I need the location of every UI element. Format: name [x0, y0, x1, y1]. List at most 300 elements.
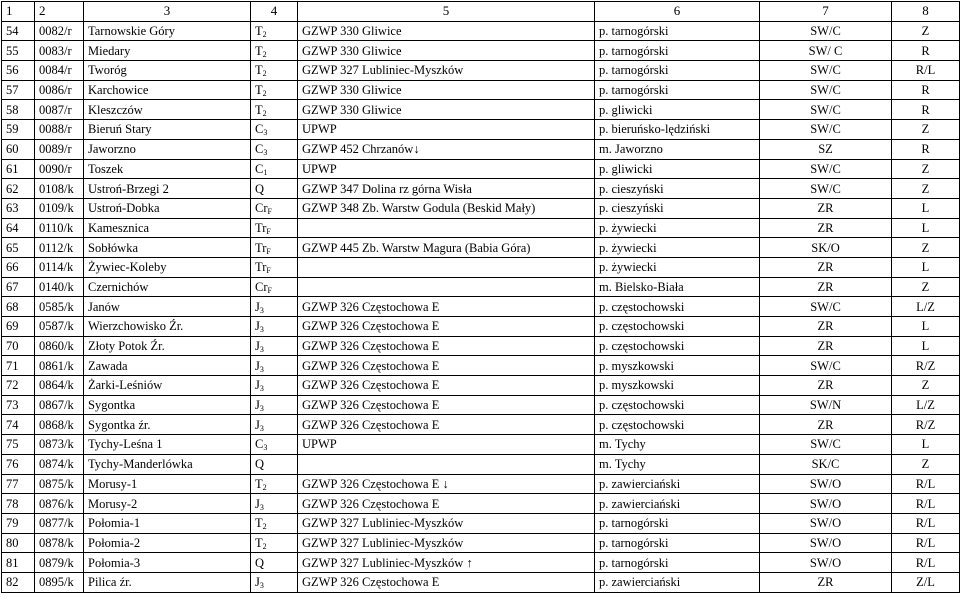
stratigraphy-symbol: Tr: [255, 220, 267, 235]
stratigraphy-cell: [251, 277, 298, 297]
row-number-cell: 56: [2, 61, 35, 81]
class-cell: R/Z: [892, 356, 960, 376]
intake-name-cell: Sygontka źr.: [84, 415, 251, 435]
stratigraphy-cell: [251, 513, 298, 533]
stratigraphy-cell: [251, 435, 298, 455]
intake-number-cell: 0873/k: [35, 435, 84, 455]
county-cell: p. częstochowski: [595, 297, 760, 317]
stratigraphy-symbol: T: [255, 24, 263, 39]
stratigraphy-cell: [251, 41, 298, 61]
intake-number-cell: 0585/k: [35, 297, 84, 317]
table-row: [2, 120, 960, 140]
registry-table: [1, 1, 960, 593]
table-row: [2, 139, 960, 159]
intake-number-cell: 0864/k: [35, 376, 84, 396]
table-row: [2, 376, 960, 396]
intake-name-cell: Żywiec-Koleby: [84, 257, 251, 277]
category-cell: SW/C: [760, 100, 892, 120]
intake-name-cell: Karchowice: [84, 80, 251, 100]
intake-name-cell: Kamesznica: [84, 218, 251, 238]
category-cell: SW/C: [760, 80, 892, 100]
category-cell: SW/O: [760, 513, 892, 533]
table-row: [2, 494, 960, 514]
stratigraphy-symbol: Cr: [255, 279, 268, 294]
intake-number-cell: 0140/k: [35, 277, 84, 297]
intake-name-cell: Janów: [84, 297, 251, 317]
stratigraphy-cell: [251, 533, 298, 553]
stratigraphy-cell: [251, 238, 298, 258]
table-row: [2, 238, 960, 258]
table-row: [2, 61, 960, 81]
stratigraphy-symbol: C: [255, 161, 264, 176]
stratigraphy-cell: [251, 356, 298, 376]
intake-number-cell: 0090/r: [35, 159, 84, 179]
table-row: [2, 100, 960, 120]
aquifer-cell: [298, 257, 595, 277]
category-cell: SW/C: [760, 435, 892, 455]
stratigraphy-symbol: C: [255, 142, 264, 157]
category-cell: ZR: [760, 218, 892, 238]
stratigraphy-symbol: C: [255, 437, 264, 452]
stratigraphy-subscript: 3: [263, 443, 268, 453]
table-row: [2, 454, 960, 474]
stratigraphy-subscript: 3: [259, 581, 264, 591]
intake-name-cell: Złoty Potok Źr.: [84, 336, 251, 356]
intake-number-cell: 0083/r: [35, 41, 84, 61]
aquifer-cell: GZWP 326 Częstochowa E: [298, 415, 595, 435]
intake-name-cell: Tarnowskie Góry: [84, 21, 251, 41]
aquifer-cell: GZWP 326 Częstochowa E: [298, 356, 595, 376]
class-cell: R/L: [892, 61, 960, 81]
aquifer-cell: [298, 454, 595, 474]
aquifer-cell: GZWP 326 Częstochowa E: [298, 572, 595, 592]
intake-name-cell: Zawada: [84, 356, 251, 376]
county-cell: p. częstochowski: [595, 317, 760, 337]
stratigraphy-subscript: 2: [262, 541, 267, 551]
intake-number-cell: 0108/k: [35, 179, 84, 199]
aquifer-cell: GZWP 445 Zb. Warstw Magura (Babia Góra): [298, 238, 595, 258]
table-row: [2, 553, 960, 573]
category-cell: ZR: [760, 317, 892, 337]
stratigraphy-subscript: F: [267, 285, 272, 295]
category-cell: ZR: [760, 572, 892, 592]
header-cell-3: 3: [84, 2, 251, 22]
category-cell: SW/C: [760, 120, 892, 140]
intake-number-cell: 0878/k: [35, 533, 84, 553]
category-cell: SW/ C: [760, 41, 892, 61]
intake-name-cell: Miedary: [84, 41, 251, 61]
intake-number-cell: 0876/k: [35, 494, 84, 514]
class-cell: Z: [892, 21, 960, 41]
stratigraphy-cell: [251, 80, 298, 100]
county-cell: p. tarnogórski: [595, 80, 760, 100]
intake-name-cell: Połomia-3: [84, 553, 251, 573]
row-number-cell: 58: [2, 100, 35, 120]
county-cell: p. zawierciański: [595, 474, 760, 494]
intake-name-cell: Kleszczów: [84, 100, 251, 120]
stratigraphy-cell: [251, 139, 298, 159]
stratigraphy-subscript: 2: [262, 89, 267, 99]
row-number-cell: 74: [2, 415, 35, 435]
stratigraphy-subscript: 3: [259, 364, 264, 374]
aquifer-cell: GZWP 330 Gliwice: [298, 21, 595, 41]
row-number-cell: 54: [2, 21, 35, 41]
table-row: [2, 435, 960, 455]
category-cell: SK/O: [760, 238, 892, 258]
county-cell: p. gliwicki: [595, 159, 760, 179]
county-cell: p. zawierciański: [595, 494, 760, 514]
intake-name-cell: Sygontka: [84, 395, 251, 415]
table-body: [2, 2, 960, 593]
county-cell: p. żywiecki: [595, 218, 760, 238]
stratigraphy-cell: [251, 454, 298, 474]
row-number-cell: 66: [2, 257, 35, 277]
class-cell: R/Z: [892, 415, 960, 435]
aquifer-cell: GZWP 327 Lubliniec-Myszków: [298, 513, 595, 533]
row-number-cell: 82: [2, 572, 35, 592]
class-cell: L: [892, 317, 960, 337]
aquifer-cell: GZWP 330 Gliwice: [298, 41, 595, 61]
class-cell: L/Z: [892, 395, 960, 415]
intake-name-cell: Ustroń-Dobka: [84, 198, 251, 218]
aquifer-cell: UPWP: [298, 159, 595, 179]
county-cell: m. Tychy: [595, 454, 760, 474]
intake-name-cell: Połomia-2: [84, 533, 251, 553]
intake-name-cell: Pilica źr.: [84, 572, 251, 592]
class-cell: L: [892, 218, 960, 238]
county-cell: p. częstochowski: [595, 395, 760, 415]
header-cell-6: 6: [595, 2, 760, 22]
stratigraphy-symbol: Q: [255, 457, 265, 472]
intake-number-cell: 0874/k: [35, 454, 84, 474]
stratigraphy-symbol: J: [255, 299, 260, 314]
stratigraphy-symbol: Cr: [255, 201, 268, 216]
county-cell: p. tarnogórski: [595, 61, 760, 81]
row-number-cell: 61: [2, 159, 35, 179]
header-cell-2: 2: [35, 2, 84, 22]
row-number-cell: 72: [2, 376, 35, 396]
class-cell: R/L: [892, 513, 960, 533]
table-row: [2, 533, 960, 553]
category-cell: SZ: [760, 139, 892, 159]
stratigraphy-symbol: J: [255, 358, 260, 373]
intake-number-cell: 0861/k: [35, 356, 84, 376]
stratigraphy-cell: [251, 494, 298, 514]
class-cell: R/L: [892, 553, 960, 573]
aquifer-cell: GZWP 452 Chrzanów↓: [298, 139, 595, 159]
county-cell: p. myszkowski: [595, 376, 760, 396]
row-number-cell: 64: [2, 218, 35, 238]
stratigraphy-symbol: Tr: [255, 260, 267, 275]
aquifer-cell: GZWP 326 Częstochowa E: [298, 376, 595, 396]
stratigraphy-subscript: 3: [259, 404, 264, 414]
county-cell: p. gliwicki: [595, 100, 760, 120]
category-cell: SW/C: [760, 61, 892, 81]
aquifer-cell: GZWP 326 Częstochowa E: [298, 395, 595, 415]
category-cell: SW/O: [760, 474, 892, 494]
intake-name-cell: Tychy-Leśna 1: [84, 435, 251, 455]
intake-name-cell: Morusy-1: [84, 474, 251, 494]
intake-number-cell: 0089/r: [35, 139, 84, 159]
stratigraphy-symbol: T: [255, 516, 263, 531]
row-number-cell: 71: [2, 356, 35, 376]
intake-name-cell: Połomia-1: [84, 513, 251, 533]
intake-number-cell: 0082/r: [35, 21, 84, 41]
county-cell: p. żywiecki: [595, 238, 760, 258]
category-cell: ZR: [760, 415, 892, 435]
row-number-cell: 59: [2, 120, 35, 140]
stratigraphy-symbol: Q: [255, 555, 265, 570]
stratigraphy-symbol: T: [255, 83, 263, 98]
category-cell: ZR: [760, 198, 892, 218]
aquifer-cell: GZWP 326 Częstochowa E: [298, 317, 595, 337]
stratigraphy-cell: [251, 61, 298, 81]
county-cell: p. myszkowski: [595, 356, 760, 376]
stratigraphy-cell: [251, 297, 298, 317]
class-cell: Z: [892, 277, 960, 297]
row-number-cell: 65: [2, 238, 35, 258]
stratigraphy-subscript: F: [266, 266, 271, 276]
header-row: [2, 2, 960, 22]
category-cell: SW/C: [760, 21, 892, 41]
county-cell: m. Tychy: [595, 435, 760, 455]
intake-number-cell: 0868/k: [35, 415, 84, 435]
intake-number-cell: 0112/k: [35, 238, 84, 258]
category-cell: SW/C: [760, 356, 892, 376]
stratigraphy-subscript: F: [266, 226, 271, 236]
stratigraphy-subscript: 2: [262, 69, 267, 79]
header-cell-8: 8: [892, 2, 960, 22]
intake-number-cell: 0895/k: [35, 572, 84, 592]
class-cell: R: [892, 139, 960, 159]
category-cell: ZR: [760, 376, 892, 396]
header-cell-7: 7: [760, 2, 892, 22]
class-cell: Z: [892, 179, 960, 199]
intake-name-cell: Wierzchowisko Źr.: [84, 317, 251, 337]
stratigraphy-subscript: 3: [259, 325, 264, 335]
table-row: [2, 336, 960, 356]
row-number-cell: 70: [2, 336, 35, 356]
row-number-cell: 80: [2, 533, 35, 553]
table-row: [2, 356, 960, 376]
aquifer-cell: GZWP 347 Dolina rz górna Wisła: [298, 179, 595, 199]
stratigraphy-symbol: J: [255, 575, 260, 590]
table-row: [2, 218, 960, 238]
aquifer-cell: GZWP 326 Częstochowa E: [298, 336, 595, 356]
table-row: [2, 257, 960, 277]
stratigraphy-cell: [251, 100, 298, 120]
stratigraphy-symbol: J: [255, 339, 260, 354]
county-cell: m. Jaworzno: [595, 139, 760, 159]
aquifer-cell: UPWP: [298, 435, 595, 455]
stratigraphy-subscript: 2: [262, 49, 267, 59]
class-cell: L: [892, 257, 960, 277]
stratigraphy-subscript: 3: [259, 305, 264, 315]
table-row: [2, 572, 960, 592]
county-cell: p. częstochowski: [595, 336, 760, 356]
stratigraphy-cell: [251, 415, 298, 435]
class-cell: L: [892, 336, 960, 356]
stratigraphy-subscript: F: [267, 207, 272, 217]
class-cell: R/L: [892, 494, 960, 514]
row-number-cell: 69: [2, 317, 35, 337]
stratigraphy-symbol: T: [255, 102, 263, 117]
stratigraphy-cell: [251, 395, 298, 415]
stratigraphy-subscript: 2: [262, 108, 267, 118]
table-row: [2, 277, 960, 297]
class-cell: Z: [892, 376, 960, 396]
intake-number-cell: 0875/k: [35, 474, 84, 494]
class-cell: R: [892, 41, 960, 61]
class-cell: Z: [892, 120, 960, 140]
stratigraphy-cell: [251, 317, 298, 337]
county-cell: p. tarnogórski: [595, 41, 760, 61]
stratigraphy-subscript: 3: [263, 148, 268, 158]
stratigraphy-subscript: 2: [262, 482, 267, 492]
aquifer-cell: GZWP 348 Zb. Warstw Godula (Beskid Mały): [298, 198, 595, 218]
stratigraphy-cell: [251, 198, 298, 218]
stratigraphy-symbol: J: [255, 378, 260, 393]
category-cell: SW/C: [760, 297, 892, 317]
county-cell: p. żywiecki: [595, 257, 760, 277]
stratigraphy-subscript: 2: [262, 30, 267, 40]
intake-number-cell: 0867/k: [35, 395, 84, 415]
table-row: [2, 179, 960, 199]
intake-name-cell: Morusy-2: [84, 494, 251, 514]
county-cell: p. tarnogórski: [595, 513, 760, 533]
row-number-cell: 55: [2, 41, 35, 61]
county-cell: p. cieszyński: [595, 198, 760, 218]
category-cell: ZR: [760, 277, 892, 297]
intake-name-cell: Tworóg: [84, 61, 251, 81]
aquifer-cell: GZWP 330 Gliwice: [298, 80, 595, 100]
table-row: [2, 41, 960, 61]
category-cell: SW/O: [760, 553, 892, 573]
intake-number-cell: 0879/k: [35, 553, 84, 573]
stratigraphy-subscript: 3: [259, 384, 264, 394]
stratigraphy-subscript: 2: [262, 522, 267, 532]
row-number-cell: 78: [2, 494, 35, 514]
table-row: [2, 198, 960, 218]
stratigraphy-subscript: 3: [263, 128, 268, 138]
class-cell: R: [892, 80, 960, 100]
category-cell: SW/N: [760, 395, 892, 415]
stratigraphy-cell: [251, 336, 298, 356]
row-number-cell: 81: [2, 553, 35, 573]
table-row: [2, 395, 960, 415]
row-number-cell: 60: [2, 139, 35, 159]
intake-number-cell: 0088/r: [35, 120, 84, 140]
stratigraphy-symbol: J: [255, 319, 260, 334]
table-row: [2, 474, 960, 494]
class-cell: L: [892, 435, 960, 455]
row-number-cell: 76: [2, 454, 35, 474]
table-row: [2, 317, 960, 337]
intake-name-cell: Jaworzno: [84, 139, 251, 159]
table-row: [2, 80, 960, 100]
aquifer-cell: [298, 277, 595, 297]
intake-number-cell: 0109/k: [35, 198, 84, 218]
intake-number-cell: 0086/r: [35, 80, 84, 100]
category-cell: ZR: [760, 336, 892, 356]
class-cell: Z: [892, 454, 960, 474]
class-cell: R/L: [892, 533, 960, 553]
county-cell: p. tarnogórski: [595, 553, 760, 573]
category-cell: SW/O: [760, 533, 892, 553]
stratigraphy-symbol: C: [255, 122, 264, 137]
class-cell: L: [892, 198, 960, 218]
county-cell: m. Bielsko-Biała: [595, 277, 760, 297]
stratigraphy-symbol: Q: [255, 181, 265, 196]
aquifer-cell: GZWP 326 Częstochowa E: [298, 297, 595, 317]
county-cell: p. zawierciański: [595, 572, 760, 592]
stratigraphy-symbol: T: [255, 63, 263, 78]
row-number-cell: 79: [2, 513, 35, 533]
row-number-cell: 63: [2, 198, 35, 218]
aquifer-cell: GZWP 327 Lubliniec-Myszków: [298, 533, 595, 553]
intake-name-cell: Bieruń Stary: [84, 120, 251, 140]
intake-number-cell: 0877/k: [35, 513, 84, 533]
intake-name-cell: Toszek: [84, 159, 251, 179]
stratigraphy-cell: [251, 474, 298, 494]
stratigraphy-cell: [251, 376, 298, 396]
stratigraphy-symbol: Tr: [255, 240, 267, 255]
class-cell: Z: [892, 159, 960, 179]
county-cell: p. cieszyński: [595, 179, 760, 199]
class-cell: R: [892, 100, 960, 120]
intake-number-cell: 0087/r: [35, 100, 84, 120]
stratigraphy-cell: [251, 159, 298, 179]
stratigraphy-symbol: T: [255, 43, 263, 58]
aquifer-cell: [298, 218, 595, 238]
county-cell: p. częstochowski: [595, 415, 760, 435]
stratigraphy-cell: [251, 572, 298, 592]
row-number-cell: 68: [2, 297, 35, 317]
aquifer-cell: GZWP 330 Gliwice: [298, 100, 595, 120]
county-cell: p. tarnogórski: [595, 533, 760, 553]
aquifer-cell: GZWP 326 Częstochowa E ↓: [298, 474, 595, 494]
intake-name-cell: Żarki-Leśniów: [84, 376, 251, 396]
aquifer-cell: GZWP 327 Lubliniec-Myszków: [298, 61, 595, 81]
stratigraphy-symbol: T: [255, 476, 263, 491]
stratigraphy-cell: [251, 553, 298, 573]
stratigraphy-symbol: J: [255, 417, 260, 432]
category-cell: SW/O: [760, 494, 892, 514]
stratigraphy-subscript: 3: [259, 345, 264, 355]
intake-number-cell: 0110/k: [35, 218, 84, 238]
stratigraphy-symbol: J: [255, 398, 260, 413]
row-number-cell: 67: [2, 277, 35, 297]
intake-number-cell: 0084/r: [35, 61, 84, 81]
row-number-cell: 57: [2, 80, 35, 100]
table-row: [2, 159, 960, 179]
row-number-cell: 73: [2, 395, 35, 415]
stratigraphy-cell: [251, 257, 298, 277]
category-cell: SK/C: [760, 454, 892, 474]
stratigraphy-subscript: 3: [259, 423, 264, 433]
header-cell-5: 5: [298, 2, 595, 22]
intake-name-cell: Tychy-Manderlówka: [84, 454, 251, 474]
class-cell: R/L: [892, 474, 960, 494]
stratigraphy-cell: [251, 179, 298, 199]
row-number-cell: 62: [2, 179, 35, 199]
row-number-cell: 75: [2, 435, 35, 455]
table-row: [2, 297, 960, 317]
table-row: [2, 21, 960, 41]
aquifer-cell: UPWP: [298, 120, 595, 140]
category-cell: ZR: [760, 257, 892, 277]
table-row: [2, 513, 960, 533]
